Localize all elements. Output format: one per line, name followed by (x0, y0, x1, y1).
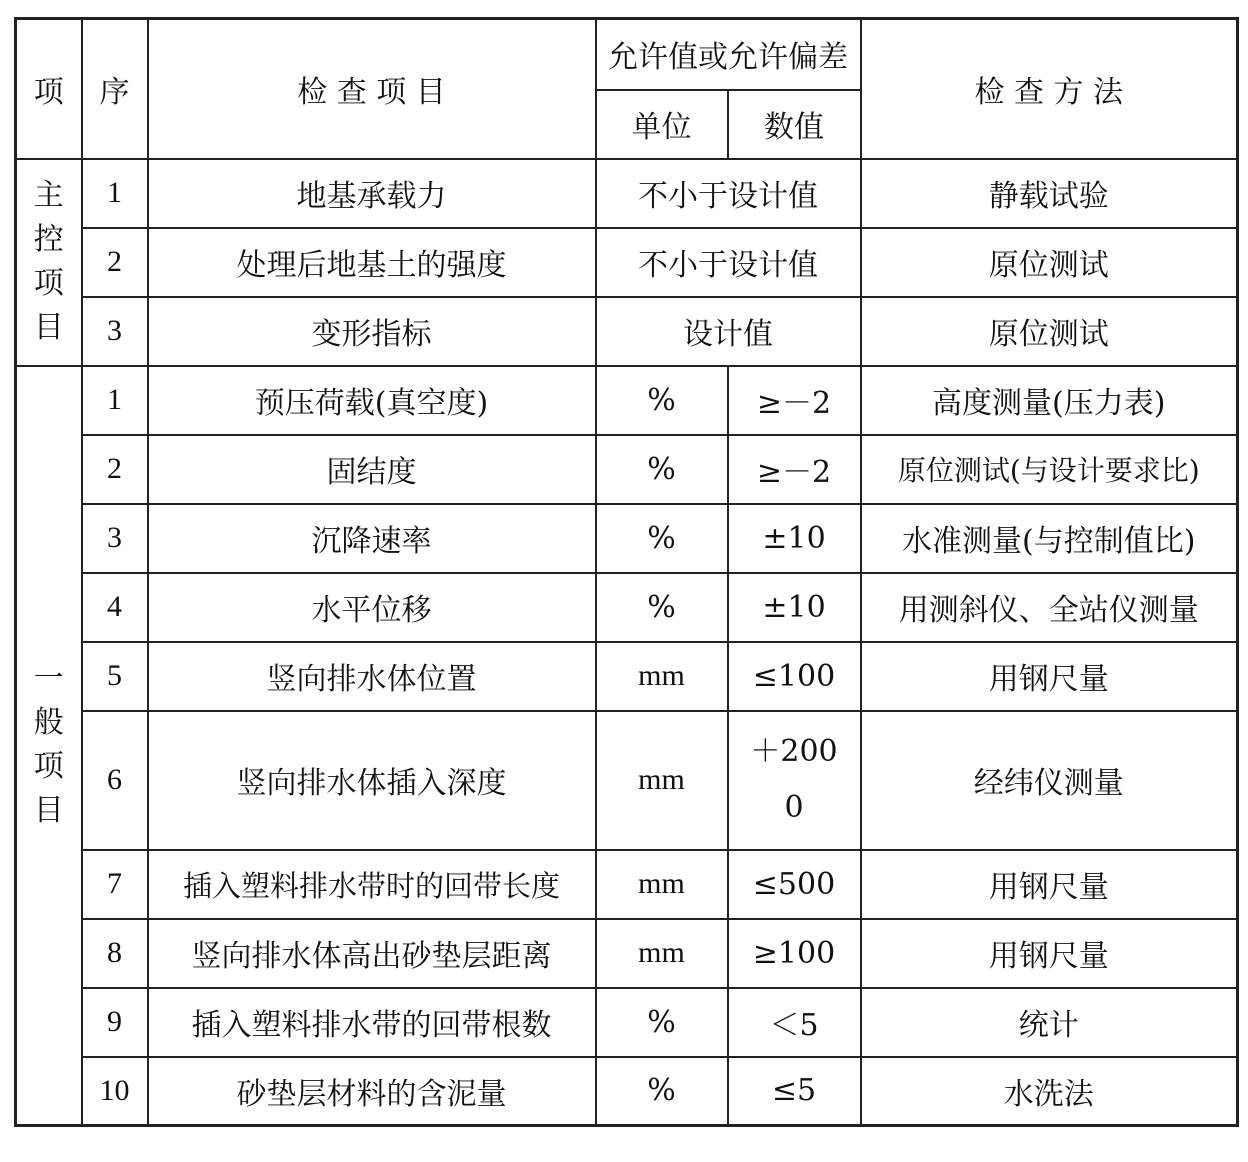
general-row-9-value: ＜5 (728, 988, 861, 1057)
general-row-8-method: 用钢尺量 (861, 919, 1238, 988)
general-row-9-item: 插入塑料排水带的回带根数 (148, 988, 596, 1057)
general-row-10-unit: % (596, 1057, 728, 1126)
general-row-7-item: 插入塑料排水带时的回带长度 (148, 850, 596, 919)
group-general-label: 一 般 项 目 (16, 366, 82, 1126)
general-row-4-item: 水平位移 (148, 573, 596, 642)
general-row-7-unit: mm (596, 850, 728, 919)
main-row-3-item: 变形指标 (148, 297, 596, 366)
group-main-label: 主 控 项 目 (16, 159, 82, 366)
general-row-1-value: ≥－2 (728, 366, 861, 435)
general-row-8-seq: 8 (82, 919, 148, 988)
main-row-1-seq: 1 (82, 159, 148, 228)
general-row-3-seq: 3 (82, 504, 148, 573)
header-method: 检 查 方 法 (861, 19, 1238, 159)
general-row-4-seq: 4 (82, 573, 148, 642)
main-row-2-seq: 2 (82, 228, 148, 297)
general-row-8-item: 竖向排水体高出砂垫层距离 (148, 919, 596, 988)
general-row-2-seq: 2 (82, 435, 148, 504)
general-row-3-method: 水准测量(与控制值比) (861, 504, 1238, 573)
general-row-6-item: 竖向排水体插入深度 (148, 711, 596, 850)
general-row-6-seq: 6 (82, 711, 148, 850)
header-unit: 单位 (596, 90, 728, 159)
general-row-3-item: 沉降速率 (148, 504, 596, 573)
general-row-3-unit: % (596, 504, 728, 573)
general-row-3-value: ±10 (728, 504, 861, 573)
header-value: 数值 (728, 90, 861, 159)
inspection-standard-table (14, 17, 1239, 1127)
general-row-9-unit: % (596, 988, 728, 1057)
general-row-6-unit: mm (596, 711, 728, 850)
main-row-1-method: 静载试验 (861, 159, 1238, 228)
general-row-2-value: ≥－2 (728, 435, 861, 504)
general-row-2-item: 固结度 (148, 435, 596, 504)
general-row-5-value: ≤100 (728, 642, 861, 711)
general-row-4-unit: % (596, 573, 728, 642)
general-row-1-seq: 1 (82, 366, 148, 435)
header-seq: 序 (82, 19, 148, 159)
header-category: 项 (16, 19, 82, 159)
general-row-5-method: 用钢尺量 (861, 642, 1238, 711)
general-row-5-unit: mm (596, 642, 728, 711)
general-row-10-method: 水洗法 (861, 1057, 1238, 1126)
header-allowance: 允许值或允许偏差 (596, 19, 861, 90)
general-row-6-method: 经纬仪测量 (861, 711, 1238, 850)
general-row-1-unit: % (596, 366, 728, 435)
general-row-6-value-upper: ＋200 (750, 734, 838, 769)
general-row-6-value (728, 711, 861, 850)
general-row-5-seq: 5 (82, 642, 148, 711)
general-row-9-method: 统计 (861, 988, 1238, 1057)
main-row-2-item: 处理后地基土的强度 (148, 228, 596, 297)
header-item: 检 查 项 目 (148, 19, 596, 159)
general-row-4-method: 用测斜仪、全站仪测量 (861, 573, 1238, 642)
main-row-3-allow: 设计值 (596, 297, 861, 366)
general-row-1-item: 预压荷载(真空度) (148, 366, 596, 435)
general-row-1-method: 高度测量(压力表) (861, 366, 1238, 435)
main-row-2-allow: 不小于设计值 (596, 228, 861, 297)
general-row-10-seq: 10 (82, 1057, 148, 1126)
general-row-8-value: ≥100 (728, 919, 861, 988)
general-row-7-method: 用钢尺量 (861, 850, 1238, 919)
main-row-3-method: 原位测试 (861, 297, 1238, 366)
general-row-10-value: ≤5 (728, 1057, 861, 1126)
general-row-5-item: 竖向排水体位置 (148, 642, 596, 711)
general-row-6-value-lower: 0 (784, 790, 804, 825)
main-row-1-item: 地基承载力 (148, 159, 596, 228)
general-row-7-seq: 7 (82, 850, 148, 919)
main-row-2-method: 原位测试 (861, 228, 1238, 297)
general-row-8-unit: mm (596, 919, 728, 988)
general-row-2-method: 原位测试(与设计要求比) (861, 435, 1238, 504)
main-row-3-seq: 3 (82, 297, 148, 366)
general-row-7-value: ≤500 (728, 850, 861, 919)
general-row-2-unit: % (596, 435, 728, 504)
main-row-1-allow: 不小于设计值 (596, 159, 861, 228)
general-row-10-item: 砂垫层材料的含泥量 (148, 1057, 596, 1126)
general-row-9-seq: 9 (82, 988, 148, 1057)
general-row-4-value: ±10 (728, 573, 861, 642)
